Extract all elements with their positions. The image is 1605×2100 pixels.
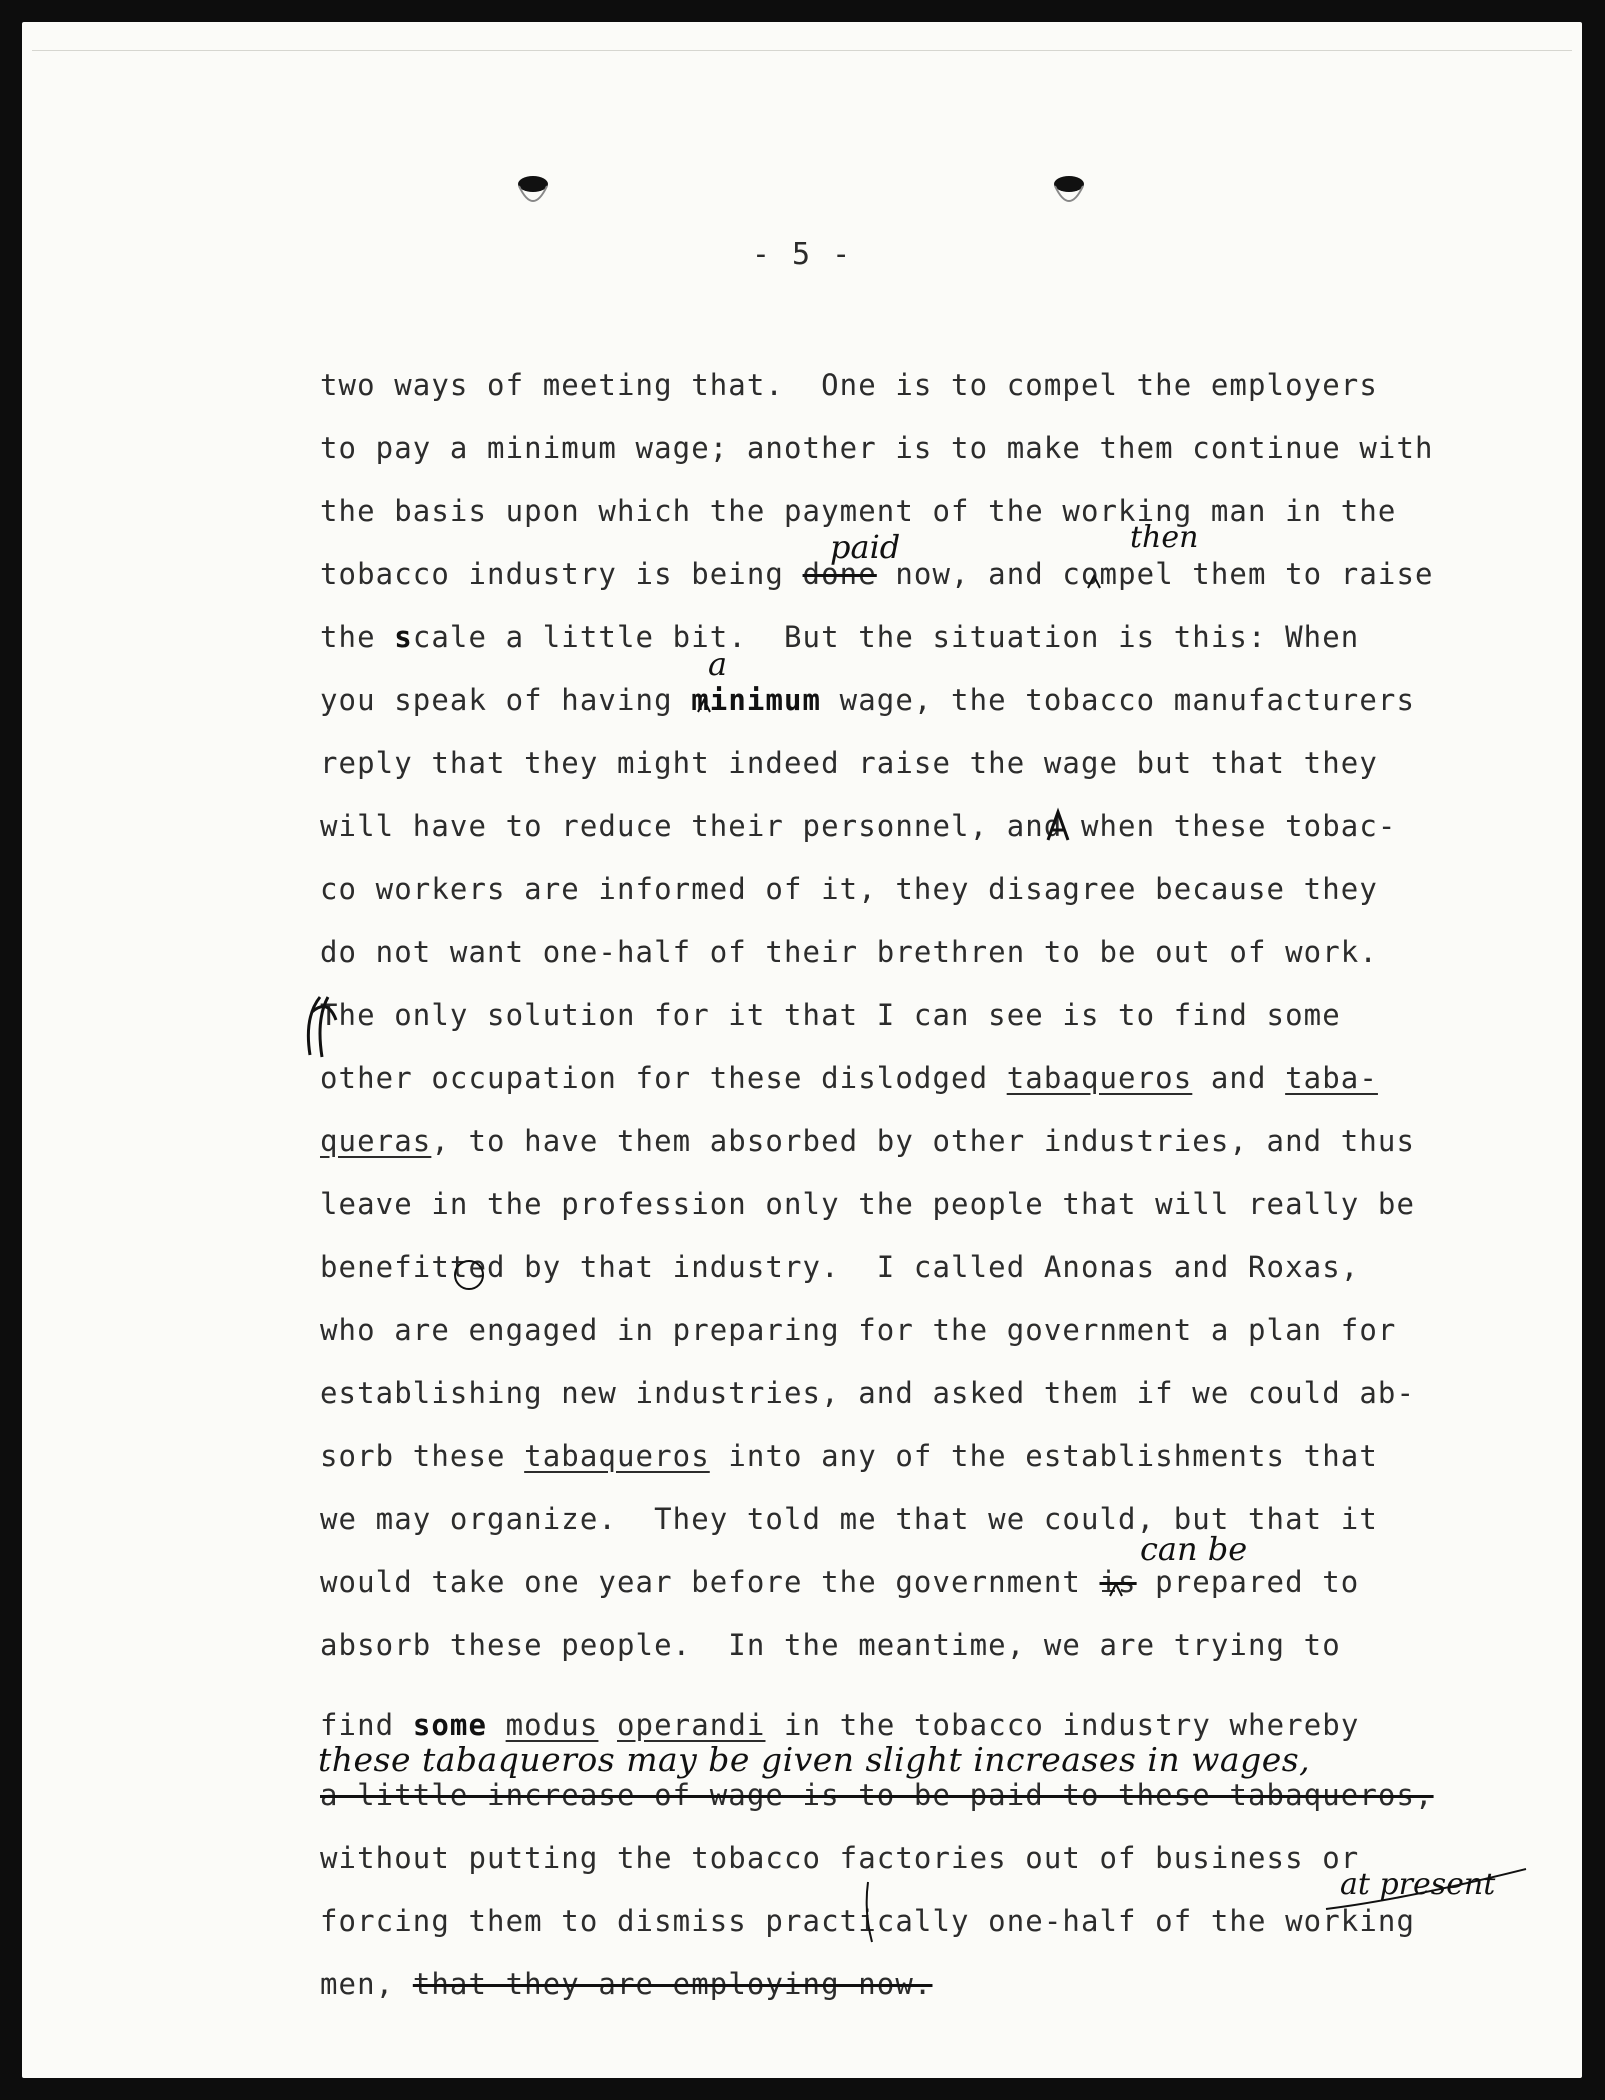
text-line: without putting the tobacco factories out of business or — [320, 1841, 1360, 1875]
text-segment: other occupation for these dislodged — [320, 1061, 1007, 1095]
editing-marks — [22, 22, 1582, 2078]
caret-can-be — [1110, 1584, 1122, 1596]
text-segment: cale a little bit. But the situation is this: When — [412, 620, 1360, 654]
text-segment: sorb these — [320, 1439, 525, 1473]
text-line: forcing them to dismiss practically one-half of the working — [320, 1904, 1416, 1938]
text-line: benefitted by that industry. I called Anonas and Roxas, — [320, 1250, 1360, 1284]
text-segment: the — [320, 620, 395, 654]
text-segment: you speak of having — [320, 683, 692, 717]
bold-word: minimum — [691, 683, 822, 717]
struck-word: is — [1099, 1565, 1137, 1599]
text-line: absorb these people. In the meantime, we are trying to — [320, 1628, 1341, 1662]
struck-phrase: that they are employing now. — [412, 1967, 933, 2001]
insertion-guide-line — [1326, 1869, 1526, 1909]
text-line: reply that they might indeed raise the wage but that they — [320, 746, 1378, 780]
underlined-word: tabaqueros — [524, 1439, 710, 1473]
text-line: The only solution for it that I can see is to find some — [320, 998, 1341, 1032]
caret-a — [698, 700, 710, 712]
handwritten-paid: paid — [830, 528, 901, 566]
text-line: will have to reduce their personnel, and when these tobac- — [320, 809, 1397, 843]
handwritten-a: a — [708, 645, 728, 683]
page-number: - 5 - — [751, 237, 853, 272]
text-segment: in the tobacco industry whereby — [765, 1708, 1360, 1742]
text-line: who are engaged in preparing for the government a plan for — [320, 1313, 1397, 1347]
text-segment: into any of the establishments that — [709, 1439, 1378, 1473]
text-segment: wage, the tobacco manufacturers — [821, 683, 1416, 717]
text-line: the basis upon which the payment of the working man in the — [320, 494, 1397, 528]
struck-word: done — [802, 557, 877, 591]
underlined-word: queras — [320, 1124, 432, 1158]
handwritten-can-be: can be — [1140, 1530, 1248, 1568]
text-segment: men, — [320, 1967, 413, 2001]
text-line: leave in the profession only the people that will really be — [320, 1187, 1416, 1221]
handwritten-insertion-line: these tabaqueros may be given slight increases in wages, — [318, 1740, 1311, 1779]
handwritten-at-present: at present — [1340, 1867, 1496, 1902]
correction-circle — [455, 1261, 483, 1289]
text-segment: , to have them absorbed by other industries, and thus — [431, 1124, 1416, 1158]
underlined-word: operandi — [617, 1708, 766, 1742]
text-segment: and — [1192, 1061, 1286, 1095]
paragraph-mark — [308, 997, 336, 1057]
handwritten-then: then — [1130, 520, 1199, 555]
text-segment: would take one year before the government — [320, 1565, 1100, 1599]
text-segment: now, and compel them to raise — [876, 557, 1434, 591]
text-line: establishing new industries, and asked them if we could ab- — [320, 1376, 1416, 1410]
underlined-word: taba- — [1285, 1061, 1378, 1095]
text-line: two ways of meeting that. One is to compel the employers — [320, 368, 1378, 402]
text-line: we may organize. They told me that we could, but that it — [320, 1502, 1378, 1536]
underlined-word: tabaqueros — [1006, 1061, 1193, 1095]
underlined-word: modus — [505, 1708, 599, 1742]
bold-letter: s — [394, 620, 413, 654]
capital-a-correction — [1048, 812, 1068, 840]
text-line: do not want one-half of their brethren to be out of work. — [320, 935, 1378, 969]
bold-word: some — [412, 1708, 488, 1742]
text-segment: find — [320, 1708, 413, 1742]
caret-then — [1088, 576, 1100, 588]
text-segment: prepared to — [1136, 1565, 1360, 1599]
document-page — [22, 22, 1582, 2078]
struck-line: a little increase of wage is to be paid to these tabaqueros, — [320, 1778, 1434, 1812]
text-line: co workers are informed of it, they disagree because they — [320, 872, 1378, 906]
insertion-stroke — [867, 1882, 872, 1942]
text-line: to pay a minimum wage; another is to make them continue with — [320, 431, 1434, 465]
text-segment: tobacco industry is being — [320, 557, 803, 591]
